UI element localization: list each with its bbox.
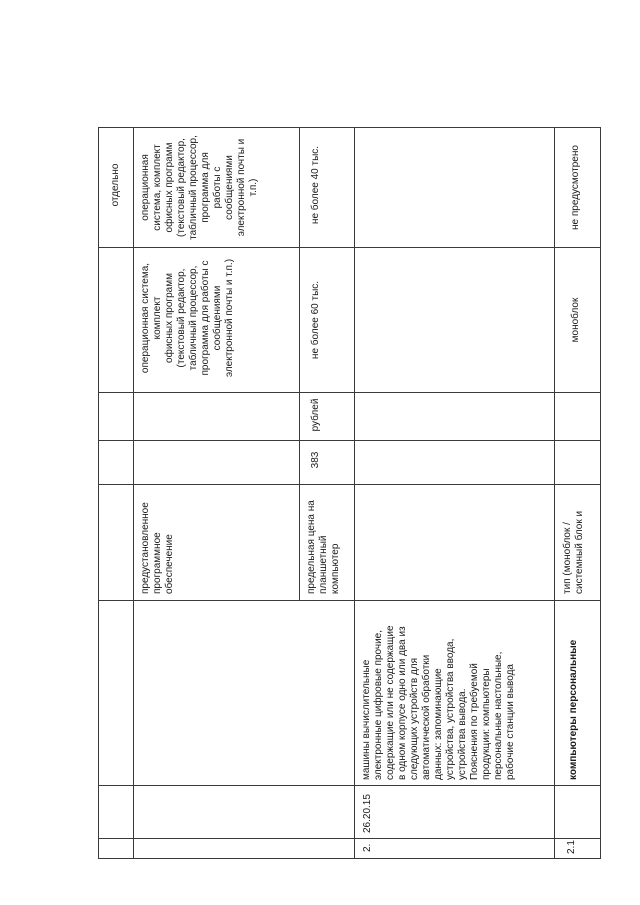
- row-2-number: 2.: [362, 843, 373, 852]
- software-label: предустановленное программное обеспечение: [140, 502, 175, 594]
- price-value-b: не более 40 тыс.: [310, 145, 321, 225]
- table-border-bottom: [98, 858, 601, 859]
- row-21-type-label: тип (моноблок / системный блок и: [562, 510, 585, 594]
- software-value-b: операционная система, комплект офисных программ (текстовый редактор, табличный процессор, программа для работы с сообщениями электронной почты и т.п.): [140, 135, 259, 240]
- table-col-divider: [98, 600, 601, 601]
- table-row-divider: [299, 127, 300, 601]
- software-value-a: операционная система, комплект офисных программ (текстовый редактор, табличный процессор, программа для работы с сообщениями электронной почты и т.п.): [140, 258, 235, 378]
- table-border-right: [600, 127, 601, 858]
- table-row-divider: [354, 127, 355, 858]
- table-col-divider: [98, 838, 601, 839]
- row-21-number: 2.1: [566, 840, 577, 854]
- table-border-top: [98, 127, 601, 128]
- price-unit: рублей: [310, 398, 321, 432]
- table-col-divider: [98, 440, 601, 441]
- table-col-divider: [98, 785, 601, 786]
- table-border-left: [98, 127, 99, 858]
- table-row-divider: [133, 127, 134, 858]
- table-col-divider: [98, 392, 601, 393]
- row-21-name: компьютеры персональные: [568, 639, 579, 780]
- row-21-type-value-a: моноблок: [570, 297, 581, 343]
- table-col-divider: [98, 484, 601, 485]
- table-row-divider: [554, 127, 555, 858]
- row-2-code: 26.20.15: [362, 794, 373, 833]
- note-separately: отдельно: [110, 163, 121, 207]
- price-label: предельная цена на планшетный компьютер: [306, 500, 341, 594]
- price-value-a: не более 60 тыс.: [310, 280, 321, 360]
- row-2-description: машины вычислительные электронные цифровые прочие, содержащие или не содержащие в одном корпусе одно или два из следующих устройств для автоматической обработки данных: запоминающие устройства, устройства ввода, устройства вывода. Пояснения по требуемой продукции: компьютеры персональные настольные, рабочие станции вывода: [361, 625, 516, 780]
- price-code: 383: [310, 451, 321, 469]
- row-21-type-value-b: не предусмотрено: [570, 145, 581, 230]
